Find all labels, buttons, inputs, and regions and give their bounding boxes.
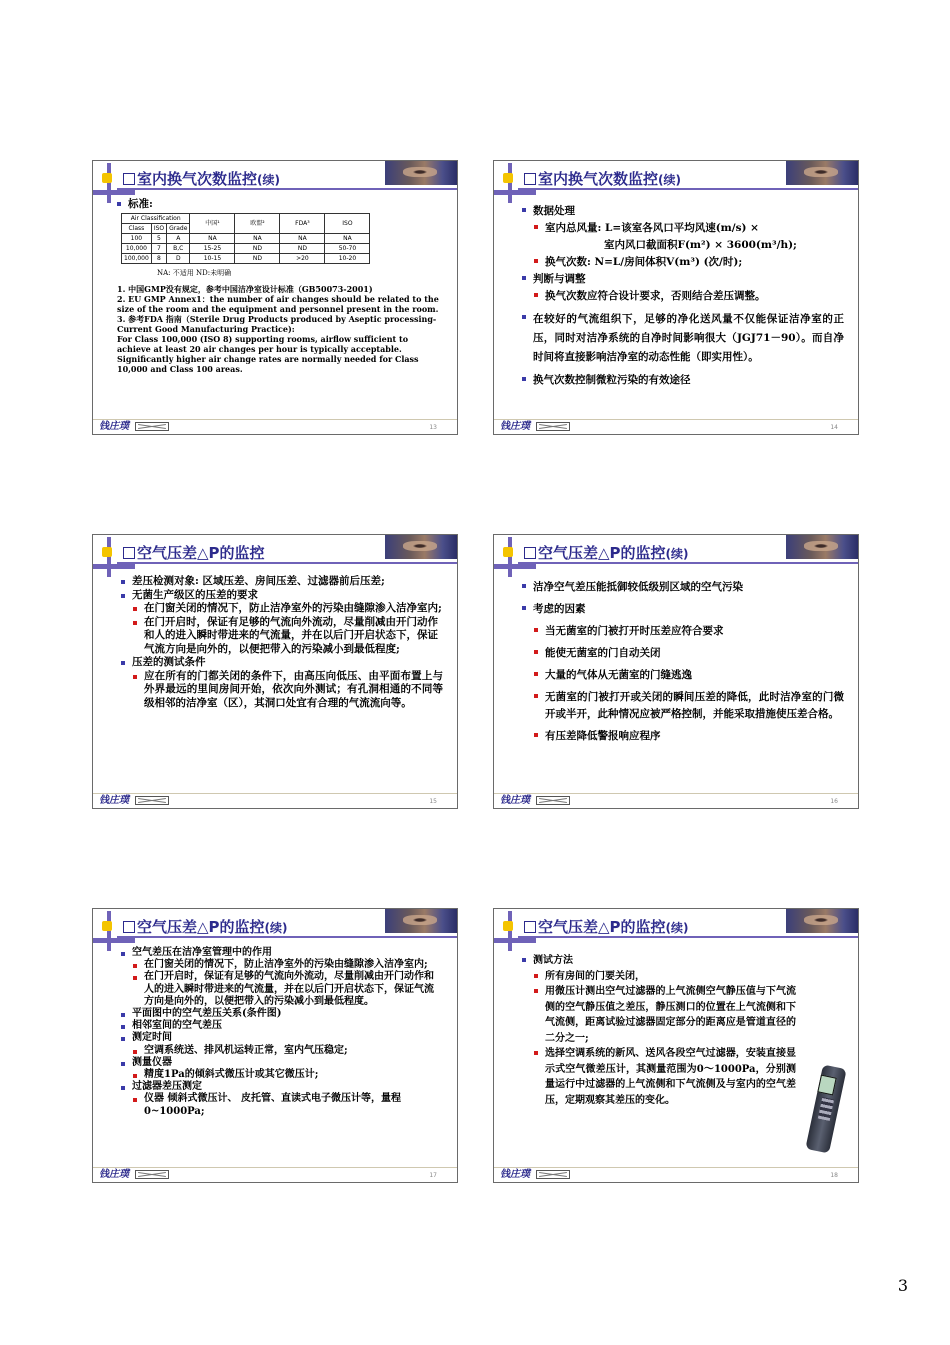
header-photo	[385, 909, 457, 933]
slide-13	[92, 160, 458, 435]
title-decoration	[107, 163, 111, 203]
table-note: NA: 不适用 ND:未明确	[157, 269, 232, 277]
list-item: 仪器 倾斜式微压计、 皮托管、直读式电子微压计等，量程0~1000Pa;	[133, 1093, 443, 1117]
footer-emblem-icon	[536, 1170, 570, 1179]
list-item: 相邻室间的空气差压	[121, 1020, 443, 1032]
list-item: 所有房间的门要关闭，	[534, 969, 796, 985]
checkbox-icon	[123, 921, 135, 933]
list-item: 换气次数应符合设计要求，否则结合差压调整。	[534, 288, 844, 305]
list-item: 用微压计测出空气过滤器的上气流侧空气静压值与下气流侧的空气静压值之差压，静压测口的位置在上气流侧和下气流侧，距离试验过滤器固定部分的距离应是管道直径的二分之一;	[534, 984, 796, 1046]
footer-logo: 钱庄璞	[99, 421, 129, 432]
slide-page-number: 14	[830, 424, 838, 431]
list-item: 平面图中的空气差压关系(条件图)	[121, 1008, 443, 1020]
title-decoration	[107, 537, 111, 577]
list-item: 在较好的气流组织下，足够的净化送风量不仅能保证洁净室的正压，同时对洁净系统的自净时间影响很大（JGJ71－90）。而自净时间将直接影响洁净室的动态性能（即实用性）。	[522, 310, 844, 367]
title-decoration	[508, 911, 512, 951]
slide-page-number: 13	[429, 424, 437, 431]
list-item: 空气差压在洁净室管理中的作用	[121, 947, 443, 959]
slide-title: 空气压差△P的监控(续)	[524, 542, 689, 563]
title-decoration	[508, 537, 512, 577]
page-number: 3	[897, 1276, 908, 1295]
list-item: 空调系统送、排风机运转正常，室内气压稳定;	[133, 1045, 443, 1057]
air-classification-table: Air Classification 中国¹ 欧盟² FDA³ ISO Class ISO Grade 100 5 A NA NA NA NA 10,000 7 B,C 15-25 ND ND 50-70 100,000 8 D 10-15 ND >20 10-20	[121, 213, 370, 264]
slide-title: 室内换气次数监控(续)	[123, 168, 280, 189]
slide-page-number: 18	[830, 1172, 838, 1179]
slide-title: 空气压差△P的监控(续)	[123, 916, 288, 937]
list-item: 选择空调系统的新风、送风各段空气过滤器，安装直接显示式空气微差压计，其测量范围为0～1000Pa，分别测量运行中过滤器的上气流侧和下气流侧及与室内的空气差压，定期观察其差压的变化。	[534, 1046, 796, 1108]
list-item: 室内总风量: L=该室各风口平均风速(m/s) ×	[534, 220, 844, 237]
title-decoration	[508, 163, 512, 203]
slide-title: 空气压差△P的监控	[123, 542, 265, 563]
header-photo	[786, 161, 858, 185]
slide-body	[121, 947, 443, 1164]
footer-logo: 钱庄璞	[99, 795, 129, 806]
footer-emblem-icon	[135, 1170, 169, 1179]
list-item: 室内风口截面积F(m²) × 3600(m³/h);	[604, 239, 797, 251]
list-item: 在门窗关闭的情况下，防止洁净室外的污染由缝隙渗入洁净室内;	[133, 602, 443, 616]
slide-18	[493, 908, 859, 1183]
footer-emblem-icon	[135, 796, 169, 805]
checkbox-icon	[524, 921, 536, 933]
header-photo	[385, 161, 457, 185]
header-photo	[786, 909, 858, 933]
checkbox-icon	[524, 547, 536, 559]
table-row: 10,000 7 B,C 15-25 ND ND 50-70	[122, 244, 370, 254]
list-item: 能使无菌室的门自动关闭	[534, 645, 844, 662]
slide-body	[117, 197, 439, 416]
list-item: 大量的气体从无菌室的门缝逃逸	[534, 667, 844, 684]
list-item: 在门开启时，保证有足够的气流向外流动，尽量削减由开门动作和人的进入瞬时带进来的气流量，并在以后门开启状态下，保证气流方向是向外的，以便把带入的污染减小到最低程度。	[133, 971, 443, 1008]
footer-logo: 钱庄璞	[500, 421, 530, 432]
slide-page-number: 16	[830, 798, 838, 805]
footer-logo: 钱庄璞	[99, 1169, 129, 1180]
footer-emblem-icon	[135, 422, 169, 431]
list-item: 考虑的因素	[522, 601, 844, 618]
list-item: 在门窗关闭的情况下，防止洁净室外的污染由缝隙渗入洁净室内;	[133, 959, 443, 971]
slide-17	[92, 908, 458, 1183]
list-item: 有压差降低警报响应程序	[534, 728, 844, 745]
title-decoration	[107, 911, 111, 951]
slide-title: 空气压差△P的监控(续)	[524, 916, 689, 937]
slide-body	[522, 579, 844, 790]
list-item: 标准:	[117, 197, 439, 211]
table-row: 100,000 8 D 10-15 ND >20 10-20	[122, 254, 370, 264]
list-item: 洁净空气差压能抵御较低级别区域的空气污染	[522, 579, 844, 596]
list-item: 无菌室的门被打开或关闭的瞬间压差的降低，此时洁净室的门微开或半开，此种情况应被严格控制，并能采取措施使压差合格。	[534, 689, 844, 723]
footer-emblem-icon	[536, 796, 570, 805]
slide-page-number: 15	[429, 798, 437, 805]
slide-body	[522, 953, 796, 1164]
list-item: 判断与调整	[522, 271, 844, 288]
list-item: 测试方法	[522, 953, 796, 969]
list-item: 压差的测试条件	[121, 656, 443, 670]
slide-body	[522, 203, 844, 416]
list-item: 换气次数: N=L/房间体积V(m³) (次/时);	[534, 254, 844, 271]
slide-title: 室内换气次数监控(续)	[524, 168, 681, 189]
list-item: 差压检测对象: 区域压差、房间压差、过滤器前后压差;	[121, 575, 443, 589]
references: 1. 中国GMP没有规定，参考中国洁净室设计标准（GB50073-2001) 2. EU GMP Annex1：the number of air changes should be related to the size of the room and the equipment and personnel present in the room. 3. 参考FDA 指南（Sterile Drug Products produced by Aseptic processing- Current Good Manufacturing Practice): For Class 100,000 (ISO 8) supporting rooms, airflow sufficient to achieve at least 20 air changes per hour is typically acceptable. Significantly higher air change rates are normally needed for Class 10,000 and Class 100 areas.	[117, 284, 439, 374]
list-item: 过滤器差压测定	[121, 1081, 443, 1093]
slide-14	[493, 160, 859, 435]
slide-16	[493, 534, 859, 809]
footer-logo: 钱庄璞	[500, 1169, 530, 1180]
footer-emblem-icon	[536, 422, 570, 431]
list-item: 在门开启时，保证有足够的气流向外流动，尽量削减由开门动作和人的进入瞬时带进来的气流量，并在以后门开启状态下，保证气流方向是向外的，以便把带入的污染减小到最低程度;	[133, 616, 443, 657]
list-item: 无菌生产级区的压差的要求	[121, 589, 443, 603]
slide-15	[92, 534, 458, 809]
checkbox-icon	[123, 173, 135, 185]
header-photo	[385, 535, 457, 559]
checkbox-icon	[524, 173, 536, 185]
list-item: 精度1Pa的倾斜式微压计或其它微压计;	[133, 1069, 443, 1081]
list-item: 测量仪器	[121, 1057, 443, 1069]
footer-logo: 钱庄璞	[500, 795, 530, 806]
manometer-image	[810, 1066, 844, 1156]
list-item: 数据处理	[522, 203, 844, 220]
list-item: 当无菌室的门被打开时压差应符合要求	[534, 623, 844, 640]
slide-page-number: 17	[429, 1172, 437, 1179]
slide-body	[121, 575, 443, 790]
header-photo	[786, 535, 858, 559]
checkbox-icon	[123, 547, 135, 559]
list-item: 换气次数控制微粒污染的有效途径	[522, 372, 844, 389]
table-row: 100 5 A NA NA NA NA	[122, 234, 370, 244]
list-item: 应在所有的门都关闭的条件下，由高压向低压、由平面布置上与外界最远的里间房间开始，依次向外测试；有孔洞相通的不同等级相邻的洁净室（区），其洞口处宜有合理的气流流向等。	[133, 670, 443, 711]
list-item: 测定时间	[121, 1032, 443, 1044]
